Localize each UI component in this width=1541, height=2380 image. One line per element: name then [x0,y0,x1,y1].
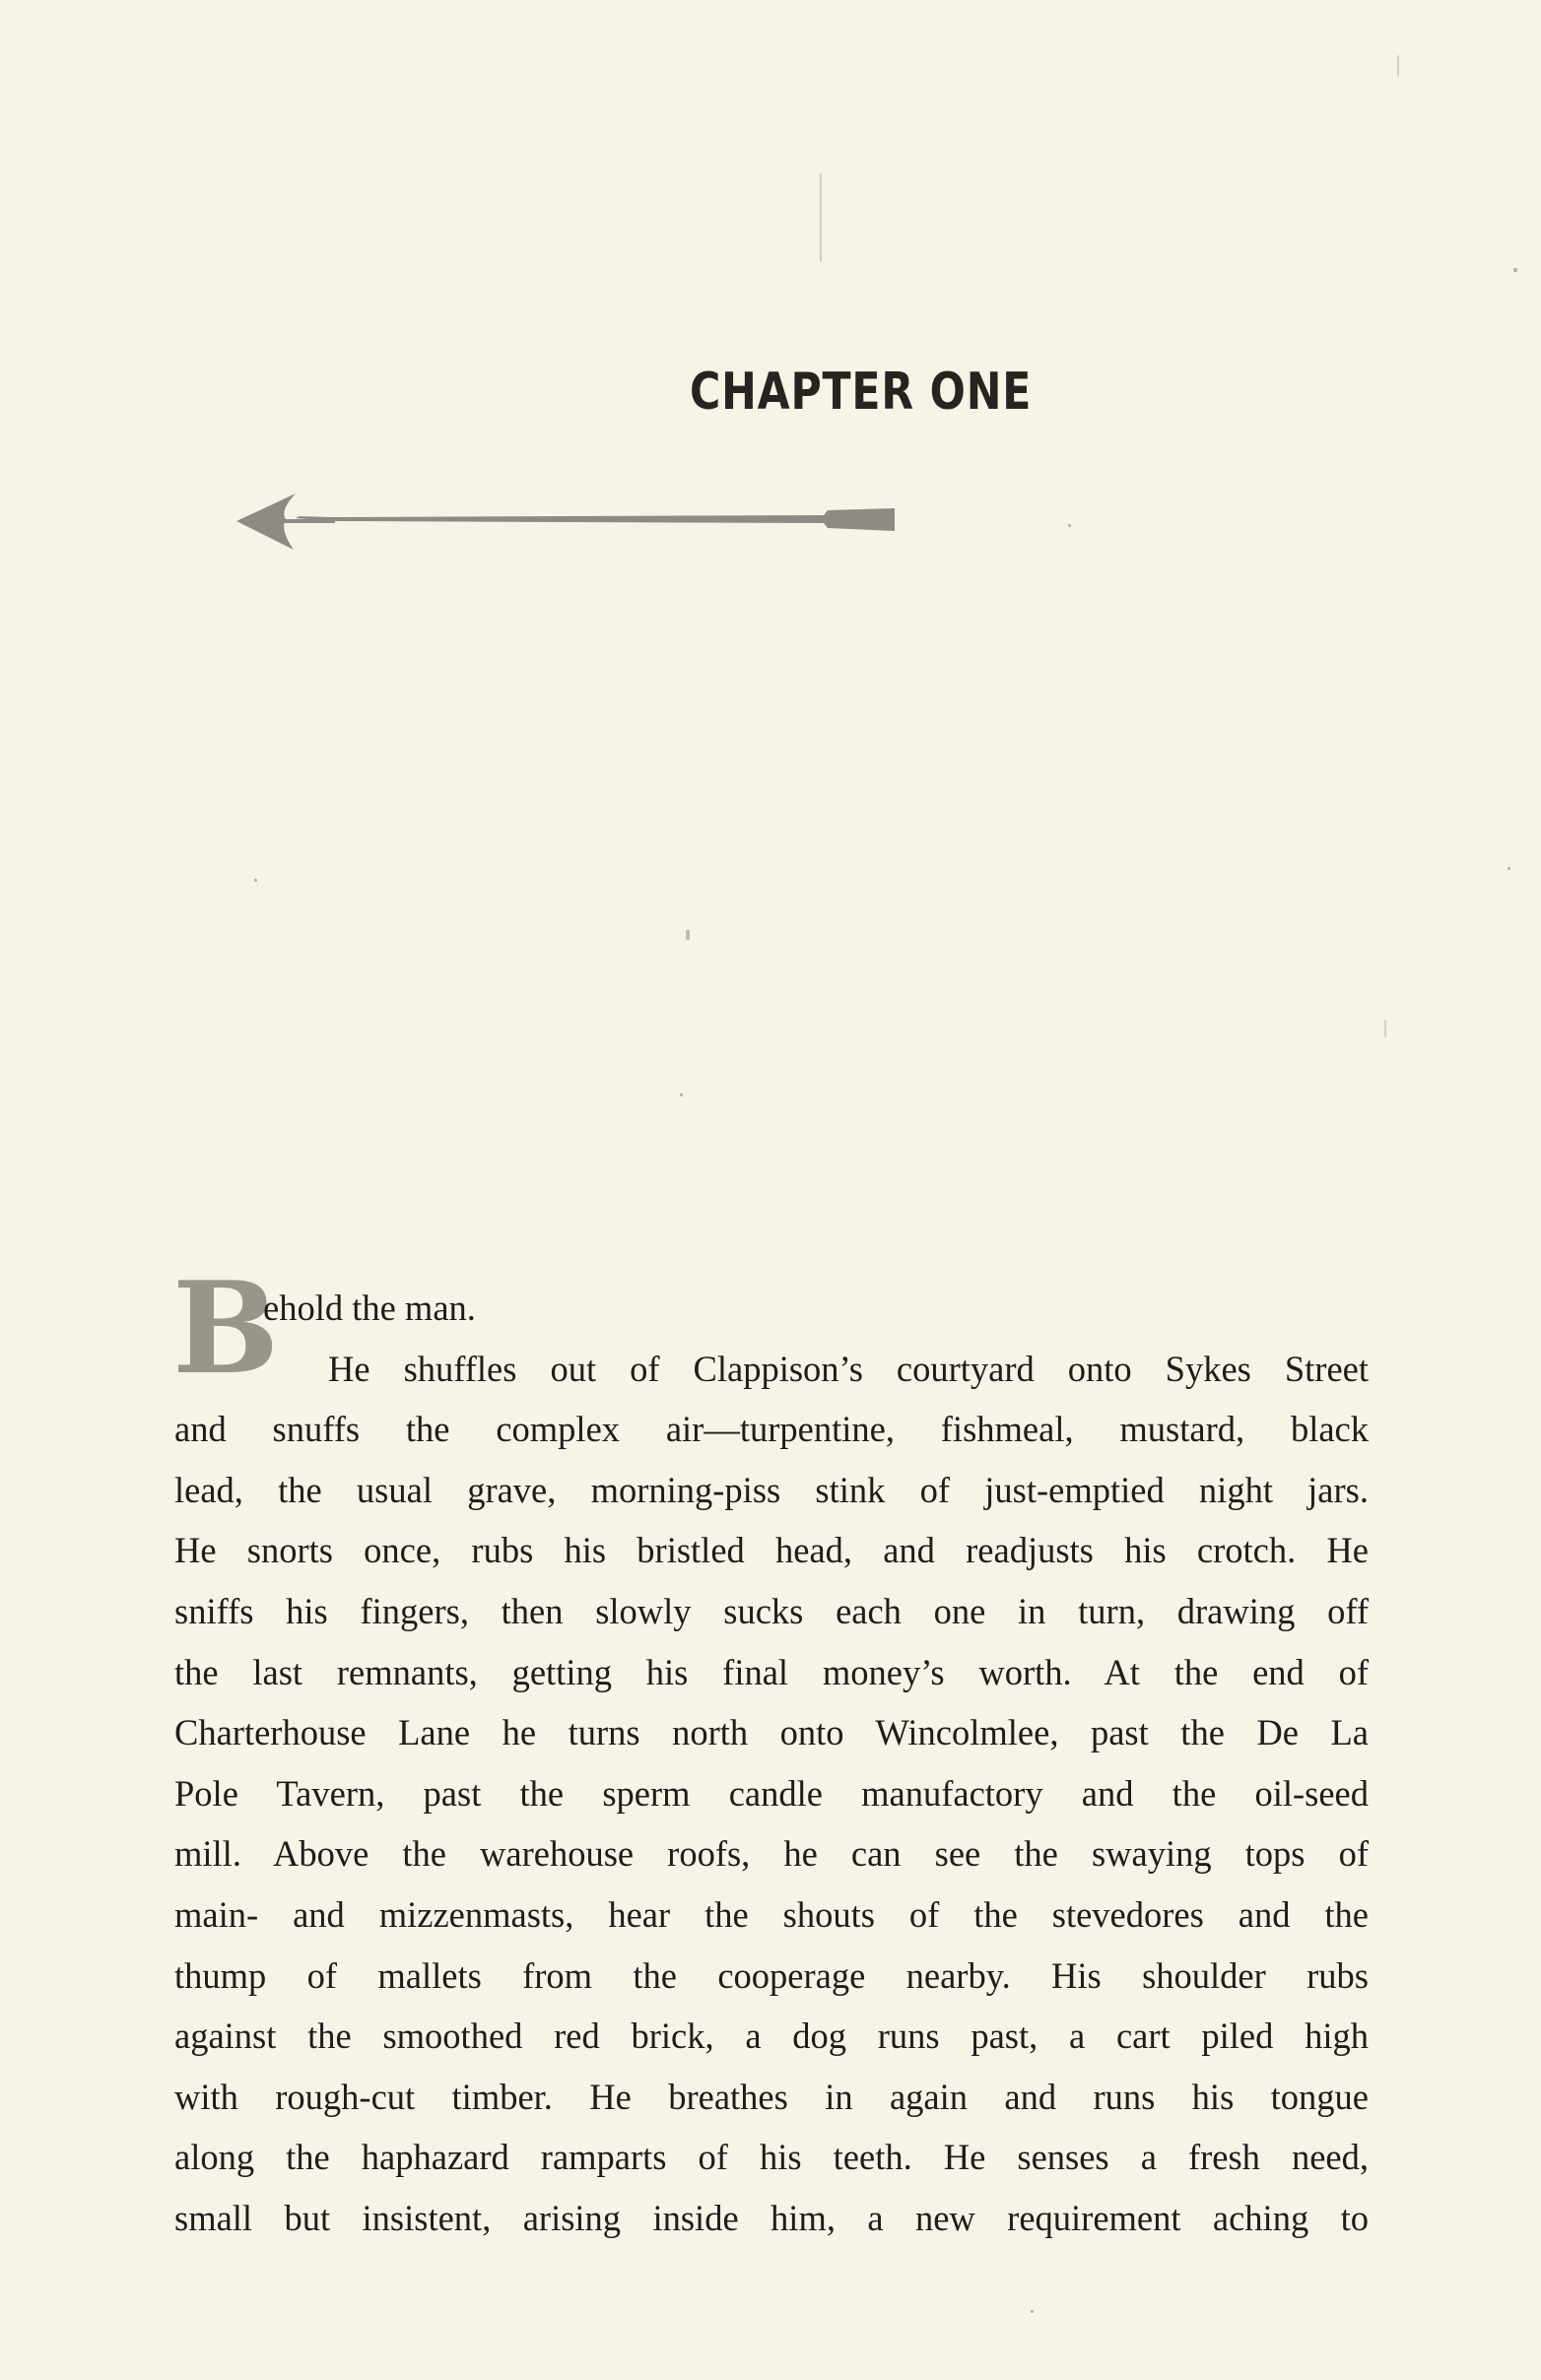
drop-cap: B [172,1255,280,1403]
chapter-title: CHAPTER ONE [690,363,1033,422]
scan-speck [686,930,690,940]
first-line-text: ehold the man. [263,1288,476,1328]
paragraph-line: He snorts once, rubs his bristled head, and readjusts his crotch. He [174,1530,1369,1571]
scan-speck [1031,2310,1034,2313]
paragraph-line: sniffs his fingers, then slowly sucks each one in turn, drawing off [174,1590,1369,1631]
arrow-left-icon [236,489,899,552]
paragraph-line: thump of mallets from the cooperage nearby. His shoulder rubs [174,1954,1369,1996]
paragraph-line: the last remnants, getting his final money’s worth. At the end of [174,1651,1369,1692]
body-text [172,1255,1369,2249]
paragraph-line: along the haphazard ramparts of his teeth. He senses a fresh need, [174,2137,1369,2178]
paragraph-line: mill. Above the warehouse roofs, he can see the swaying tops of [174,1833,1369,1875]
paragraph-line: Pole Tavern, past the sperm candle manufactory and the oil-seed [174,1772,1369,1814]
scan-speck [1068,524,1071,527]
paragraph-line: small but insistent, arising inside him, a new requirement aching to [174,2197,1369,2238]
scan-speck [1513,268,1517,272]
scan-speck [1384,1020,1386,1037]
scan-speck [254,879,257,882]
paragraph-line: He shuffles out of Clappison’s courtyard onto Sykes Street [328,1348,1369,1389]
paragraph-line: against the smoothed red brick, a dog runs past, a cart piled high [174,2016,1369,2057]
scan-speck [1397,55,1399,77]
paragraph-line: main- and mizzenmasts, hear the shouts of the stevedores and the [174,1893,1369,1935]
paragraph-line: Charterhouse Lane he turns north onto Wincolmlee, past the De La [174,1712,1369,1753]
scan-speck [1508,867,1510,870]
paragraph-line: with rough-cut timber. He breathes in again and runs his tongue [174,2076,1369,2117]
paragraph-line: and snuffs the complex air—turpentine, fishmeal, mustard, black [174,1409,1369,1450]
scan-speck [820,173,822,262]
paragraph-line: lead, the usual grave, morning-piss stink of just-emptied night jars. [174,1469,1369,1510]
scan-speck [680,1093,683,1096]
